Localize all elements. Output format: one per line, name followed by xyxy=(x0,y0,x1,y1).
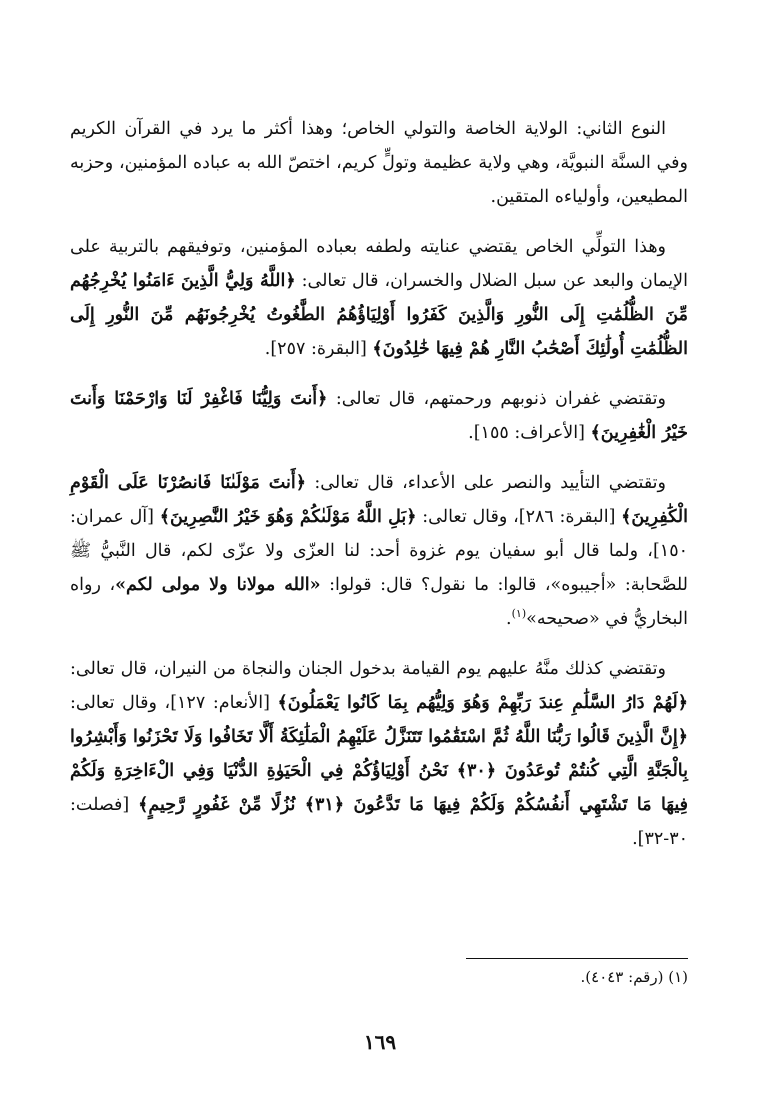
paragraph-paradise xyxy=(70,652,688,856)
paragraph-victory xyxy=(70,466,688,636)
text-run: [البقرة: ٢٥٧]. xyxy=(264,339,373,359)
text-run: وتقتضي التأييد والنصر على الأعداء، قال تعالى: xyxy=(305,473,666,493)
footnote: (١) (رقم: ٤٠٤٣). xyxy=(580,968,688,986)
quran-verse: ﴿بَلِ اللَّهُ مَوْلَىٰكُمْ وَهُوَ خَيْرُ النَّٰصِرِينَ﴾ xyxy=(159,507,417,527)
quran-verse: ﴿اللَّهُ وَلِيُّ الَّذِينَ ءَامَنُوا يُخْرِجُهُم مِّنَ الظُّلُمَٰتِ إِلَى النُّورِ وَالَّذِينَ كَفَرُوا أَوْلِيَاؤُهُمُ الطَّٰغُوتُ يُخْرِجُونَهُم مِّنَ النُّورِ إِلَى الظُّلُمَٰتِ أُولَٰئِكَ أَصْحَٰبُ النَّارِ هُمْ فِيهَا خَٰلِدُونَ﴾ xyxy=(70,271,688,359)
page-body xyxy=(70,112,688,872)
text-run: [آل عمران: ١٥٠]، ولما قال أبو سفيان يوم غزوة أحد: لنا العزّى ولا عزّى لكم، قال النَّبيُّ ﷺ للصَّحابة: «أجيبوه»، قالوا: ما نقول؟ قال: قولوا: xyxy=(70,507,688,595)
hadith-quote: «الله مولانا ولا مولى لكم» xyxy=(115,575,321,595)
text-run: ، رواه البخاريُّ في «صحيحه» xyxy=(70,575,688,629)
text-run: وهذا التولِّي الخاص يقتضي عنايته ولطفه بعباده المؤمنين، وتوفيقهم بالتربية على الإيمان والبعد عن سبل الضلال والخسران، قال تعالى: xyxy=(70,237,688,291)
text-run: [البقرة: ٢٨٦]، وقال تعالى: xyxy=(416,507,622,527)
text-run: وتقتضي غفران ذنوبهم ورحمتهم، قال تعالى: xyxy=(327,389,667,409)
paragraph-special-guardianship xyxy=(70,112,688,214)
text-run: . xyxy=(506,609,512,629)
text-run: النوع الثاني: الولاية الخاصة والتولي الخاص؛ وهذا أكثر ما يرد في القرآن الكريم وفي السنَّة النبويَّة، وهي ولاية عظيمة وتولٍّ كريم، اختصّ الله به عباده المؤمنين، وحزبه المطيعين، وأولياءه المتقين. xyxy=(70,119,688,207)
quran-verse: ﴿أَنتَ وَلِيُّنَا فَاغْفِرْ لَنَا وَارْحَمْنَا وَأَنتَ خَيْرُ الْغَٰفِرِينَ﴾ xyxy=(70,389,688,443)
text-run: [الأنعام: ١٢٧]، وقال تعالى: xyxy=(70,693,278,713)
paragraph-forgiveness xyxy=(70,382,688,450)
text-run: وتقتضي كذلك منَّهُ عليهم يوم القيامة بدخول الجنان والنجاة من النيران، قال تعالى: xyxy=(70,659,666,679)
paragraph-guidance xyxy=(70,230,688,366)
text-run: [فصلت: ٣٠-٣٢]. xyxy=(70,795,688,849)
page-number: ١٦٩ xyxy=(363,1030,397,1054)
quran-verse: ﴿لَهُمْ دَارُ السَّلَٰمِ عِندَ رَبِّهِمْ وَهُوَ وَلِيُّهُم بِمَا كَانُوا يَعْمَلُونَ﴾ xyxy=(277,693,688,713)
quran-verse: ﴿أَنتَ مَوْلَىٰنَا فَانصُرْنَا عَلَى الْقَوْمِ الْكَٰفِرِينَ﴾ xyxy=(70,473,688,527)
footnote-ref: (١) xyxy=(511,607,527,621)
quran-verse: ﴿إِنَّ الَّذِينَ قَالُوا رَبُّنَا اللَّهُ ثُمَّ اسْتَقَٰمُوا تَتَنَزَّلُ عَلَيْهِمُ الْمَلَٰئِكَةُ أَلَّا تَخَافُوا وَلَا تَحْزَنُوا وَأَبْشِرُوا بِالْجَنَّةِ الَّتِي كُنتُمْ تُوعَدُونَ ﴿٣٠﴾ نَحْنُ أَوْلِيَاؤُكُمْ فِي الْحَيَوٰةِ الدُّنْيَا وَفِي الْءَاخِرَةِ وَلَكُمْ فِيهَا مَا تَشْتَهِي أَنفُسُكُمْ وَلَكُمْ فِيهَا مَا تَدَّعُونَ ﴿٣١﴾ نُزُلًا مِّنْ غَفُورٍ رَّحِيمٍ﴾ xyxy=(70,727,689,815)
text-run: [الأعراف: ١٥٥]. xyxy=(468,423,591,443)
footnote-divider xyxy=(466,958,688,959)
